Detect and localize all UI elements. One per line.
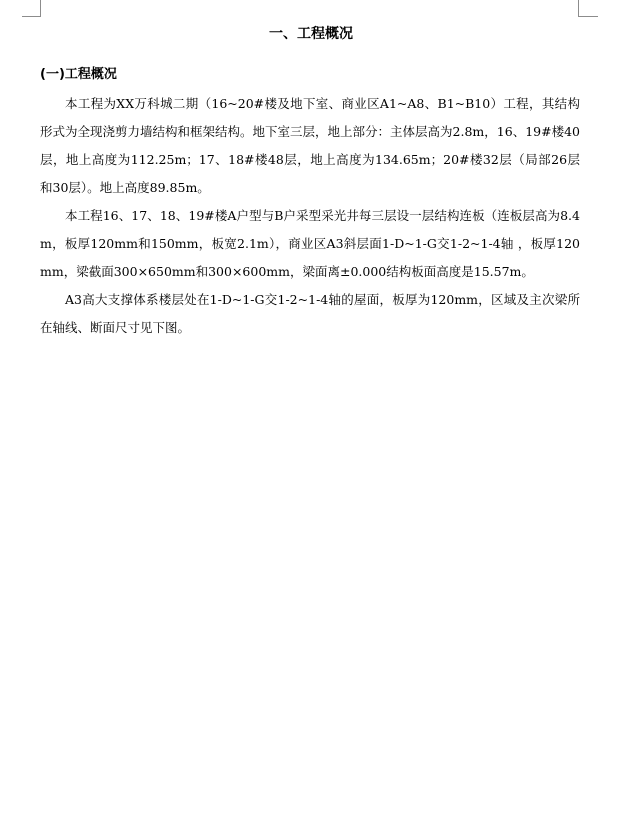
paragraph-structure-details: 本工程16、17、18、19#楼A户型与B户采型采光井每三层设一层结构连板（连板层高为8.4m，板厚120mm和150mm，板宽2.1m），商业区A3斜层面1-D~1-G交1-2~1-4轴 ，板厚120mm，梁截面300×650mm和300×600mm，梁面离±0.000结构板面高度是15.57m。 <box>40 208 580 279</box>
page-corner-mark-top-left-horizontal <box>22 16 41 17</box>
page-corner-mark-top-left <box>40 0 41 16</box>
section-heading: (一)工程概况 <box>40 67 117 82</box>
page-title: 一、工程概况 <box>269 26 353 42</box>
paragraph-project-overview: 本工程为XX万科城二期（16~20#楼及地下室、商业区A1~A8、B1~B10）工程，其结构形式为全现浇剪力墙结构和框架结构。地下室三层，地上部分：主体层高为2.8m，16、19#楼40层，地上高度为112.25m；17、18#楼48层，地上高度为134.65m；20#楼32层（局部26层和30层）。地上高度89.85m。 <box>40 96 580 195</box>
document-body <box>40 90 580 342</box>
page-corner-mark-top-right-horizontal <box>578 16 598 17</box>
paragraph-support-system: A3高大支撑体系楼层处在1-D~1-G交1-2~1-4轴的屋面，板厚为120mm，区域及主次梁所在轴线、断面尺寸见下图。 <box>40 292 580 335</box>
page-corner-mark-top-right <box>578 0 579 16</box>
